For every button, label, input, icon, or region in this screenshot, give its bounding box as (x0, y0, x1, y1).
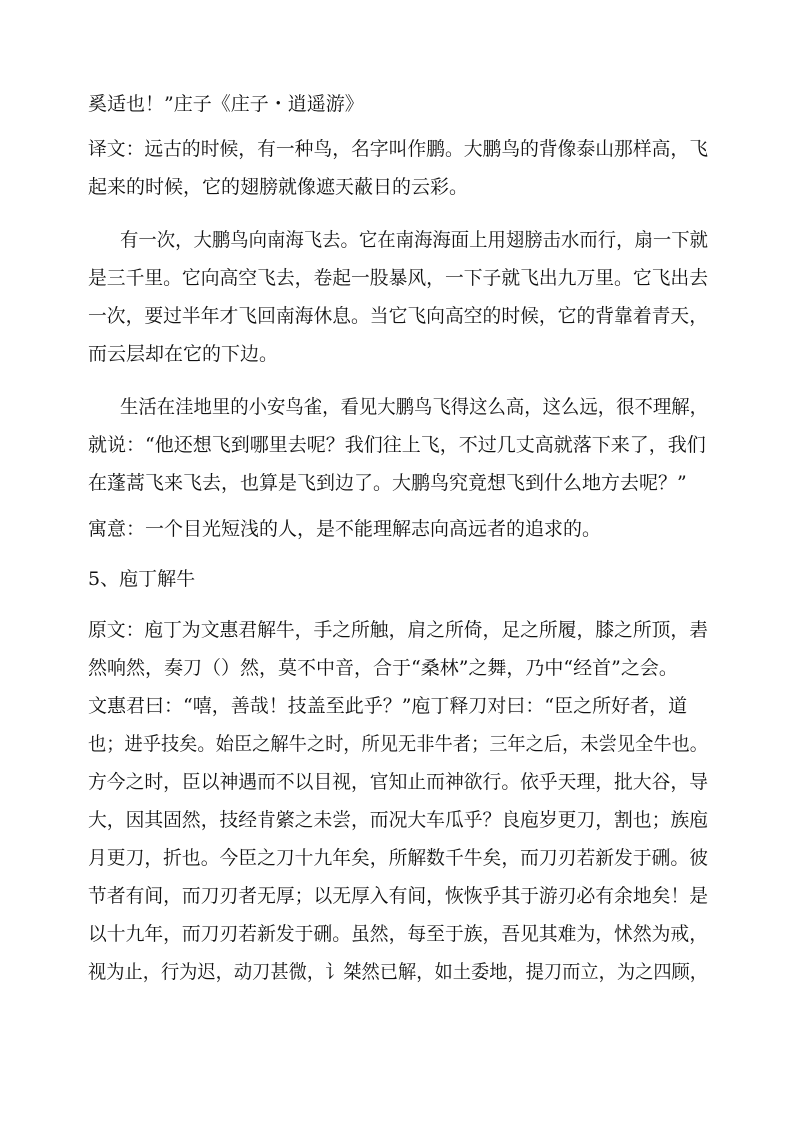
text-line: 是三千里。它向高空飞去，卷起一股暴风，一下子就飞出九万里。它飞出去 (88, 267, 708, 289)
text-line: 一次，要过半年才飞回南海休息。当它飞向高空的时候，它的背靠着青天， (88, 305, 708, 327)
text-line: 然响然，奏刀（）然，莫不中音，合于“桑林”之舞，乃中“经首”之会。 (88, 657, 678, 679)
text-line: 视为止，行为迟，动刀甚微，讠桀然已解，如土委地，提刀而立，为之四顾， (88, 961, 709, 983)
text-line: 生活在洼地里的小安鸟雀，看见大鹏鸟飞得这么高，这么远，很不理解， (120, 396, 709, 418)
text-line: 译文：远古的时候，有一种鸟，名字叫作鹏。大鹏鸟的背像泰山那样高，飞 (88, 138, 708, 160)
text-line: 以十九年，而刀刃若新发于硎。虽然，每至于族，吾见其难为，怵然为戒， (88, 923, 708, 945)
text-line: 寓意：一个目光短浅的人，是不能理解志向高远者的追求的。 (88, 518, 602, 540)
text-line: 大，因其固然，技经肯綮之未尝，而况大车瓜乎？良庖岁更刀，割也；族庖 (88, 809, 708, 831)
text-line: 在蓬蒿飞来飞去，也算是飞到边了。大鹏鸟究竟想飞到什么地方去呢？” (88, 472, 687, 494)
text-line: 奚适也！”庄子《庄子・逍遥游》 (88, 93, 364, 115)
text-line: 而云层却在它的下边。 (88, 343, 279, 365)
text-line: 文惠君曰：“嘻，善哉！技盖至此乎？”庖丁释刀对曰：“臣之所好者，道 (88, 695, 688, 717)
text-line: 起来的时候，它的翅膀就像遮天蔽日的云彩。 (88, 176, 469, 198)
text-line: 也；进乎技矣。始臣之解牛之时，所见无非牛者；三年之后，未尝见全牛也。 (88, 733, 709, 755)
text-line: 方今之时，臣以神遇而不以目视，官知止而神欲行。依乎天理，批大谷，导 (88, 771, 708, 793)
section-heading: 5、庖丁解牛 (88, 568, 196, 590)
text-line: 原文：庖丁为文惠君解牛，手之所触，肩之所倚，足之所履，膝之所顶，砉 (88, 619, 708, 641)
text-line: 有一次，大鹏鸟向南海飞去。它在南海海面上用翅膀击水而行，扇一下就 (120, 229, 709, 251)
text-line: 月更刀，折也。今臣之刀十九年矣，所解数千牛矣，而刀刃若新发于硎。彼 (88, 847, 708, 869)
text-line: 节者有间，而刀刃者无厚；以无厚入有间，恢恢乎其于游刃必有余地矣！是 (88, 885, 708, 907)
text-line: 就说：“他还想飞到哪里去呢？我们往上飞，不过几丈高就落下来了，我们 (88, 434, 706, 456)
